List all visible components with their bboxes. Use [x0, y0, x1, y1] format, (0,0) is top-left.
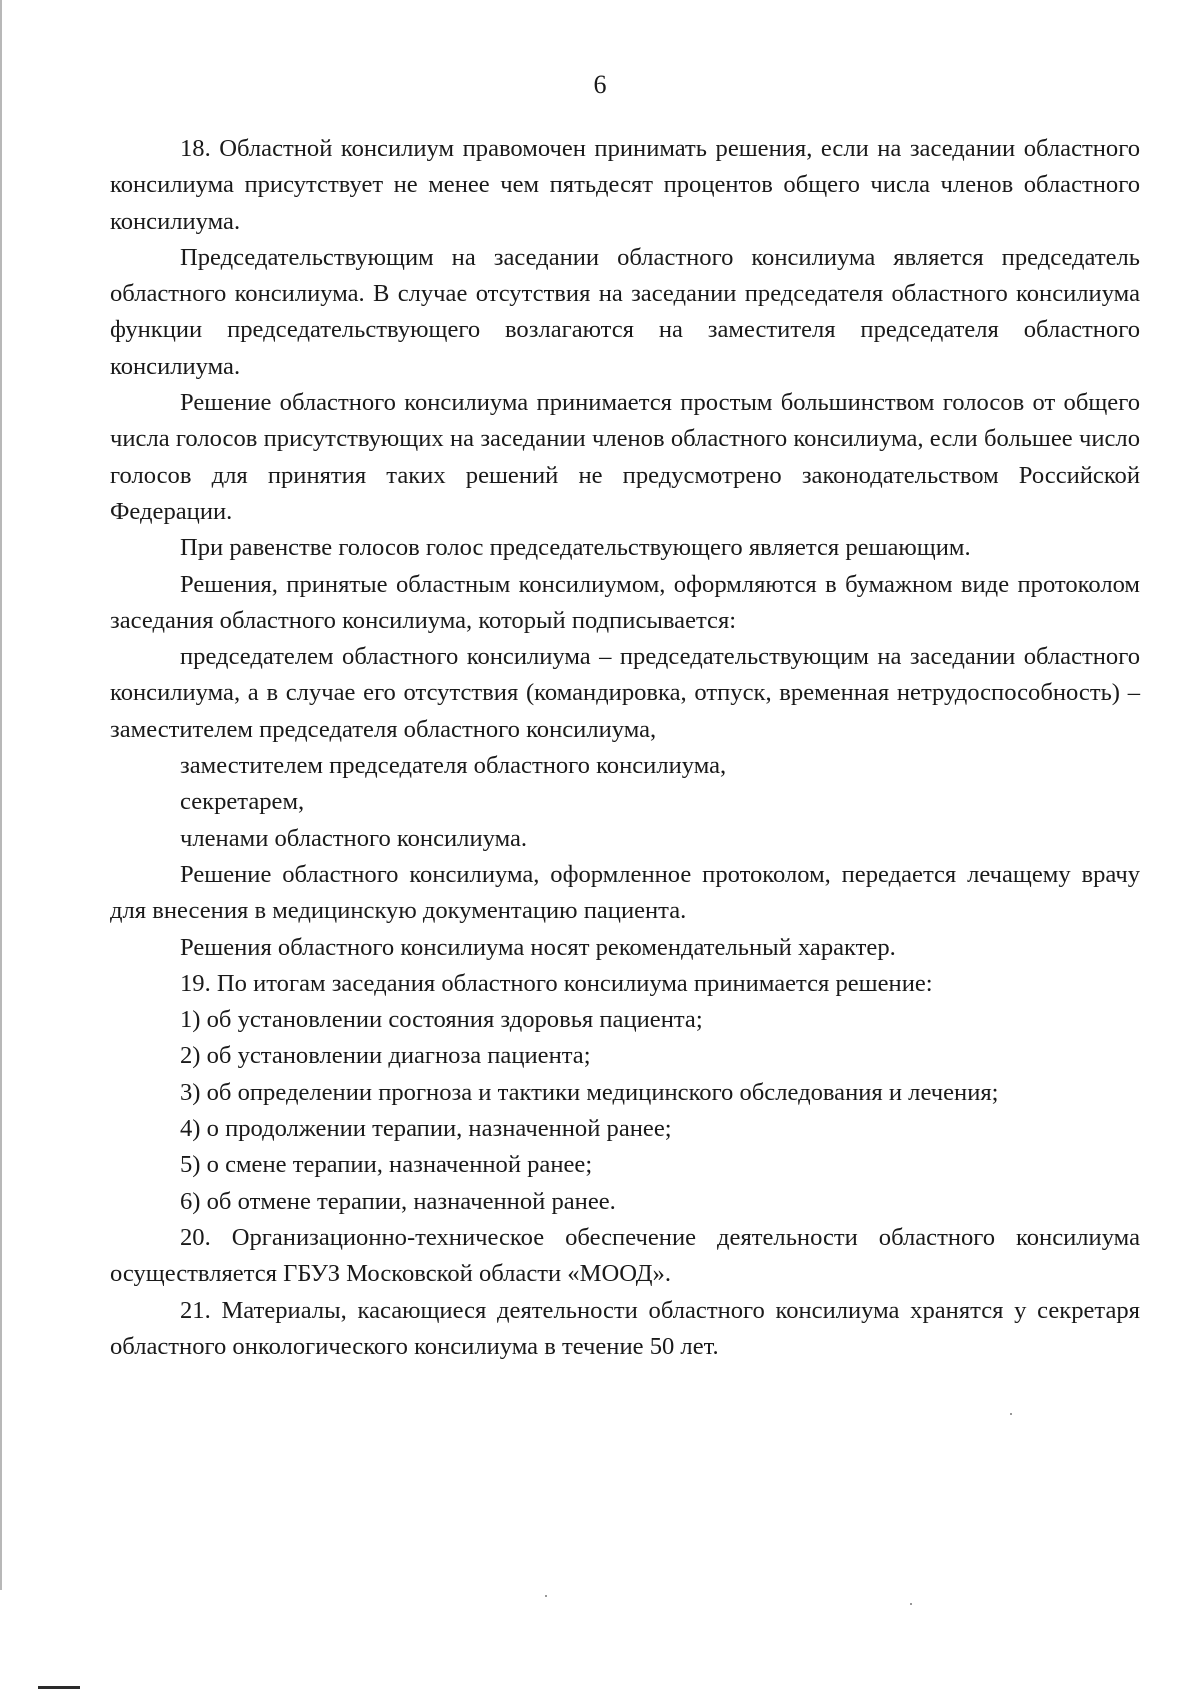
list-item-1: 1) об установлении состояния здоровья пациента; — [180, 1006, 703, 1034]
paragraph-signer-deputy: заместителем председателя областного консилиума, — [180, 752, 727, 780]
paragraph-signer-chairman: председателем областного консилиума – председательствующим на заседании областного консилиума, а в случае его отсутствия (командировка, отпуск, временная нетрудоспособность) – заместителем председателя областного консилиума, — [110, 643, 1140, 743]
paragraph-20: 20. Организационно-техническое обеспечение деятельности областного консилиума осуществляется ГБУЗ Московской области «МООД». — [110, 1223, 1140, 1288]
paragraph-signer-secretary: секретарем, — [180, 788, 305, 816]
paragraph-tie-vote: При равенстве голосов голос председательствующего является решающим. — [180, 534, 971, 562]
paragraph-signer-members: членами областного консилиума. — [180, 824, 528, 852]
list-item-3: 3) об определении прогноза и тактики медицинского обследования и лечения; — [180, 1078, 999, 1106]
paragraph-transfer-to-doctor: Решение областного консилиума, оформленное протоколом, передается лечащему врачу для внесения в медицинскую документацию пациента. — [110, 860, 1140, 925]
paragraph-recommendatory: Решения областного консилиума носят рекомендательный характер. — [180, 933, 896, 961]
scan-speck — [910, 1603, 912, 1605]
scan-edge-line — [0, 0, 2, 1590]
paragraph-19: 19. По итогам заседания областного консилиума принимается решение: — [180, 969, 933, 997]
paragraph-21: 21. Материалы, касающиеся деятельности областного консилиума хранятся у секретаря областного онкологического консилиума в течение 50 лет. — [110, 1296, 1140, 1360]
scan-edge-mark — [38, 1686, 80, 1689]
paragraph-decision-voting: Решение областного консилиума принимается простым большинством голосов от общего числа голосов присутствующих на заседании членов областного консилиума, если большее число голосов для принятия таких решений не предусмотрено законодательством Российской Федерации. — [110, 389, 1140, 525]
list-item-5: 5) о смене терапии, назначенной ранее; — [180, 1151, 593, 1179]
paragraph-chairing: Председательствующим на заседании областного консилиума является председатель областного консилиума. В случае отсутствия на заседании председателя областного консилиума функции председательствующего возлагаются на заместителя председателя областного консилиума. — [110, 243, 1140, 380]
list-item-2: 2) об установлении диагноза пациента; — [180, 1042, 591, 1070]
document-body — [110, 131, 1140, 1365]
list-item-6: 6) об отмене терапии, назначенной ранее. — [180, 1187, 616, 1215]
page-number: 6 — [593, 70, 607, 99]
paragraph-protocol: Решения, принятые областным консилиумом, оформляются в бумажном виде протоколом заседания областного консилиума, который подписывается: — [110, 570, 1140, 634]
paragraph-18: 18. Областной консилиум правомочен принимать решения, если на заседании областного консилиума присутствует не менее чем пятьдесят процентов общего числа членов областного консилиума. — [110, 135, 1140, 235]
scan-speck — [1010, 1413, 1012, 1415]
scan-speck — [545, 1595, 547, 1597]
list-item-4: 4) о продолжении терапии, назначенной ранее; — [180, 1115, 672, 1143]
